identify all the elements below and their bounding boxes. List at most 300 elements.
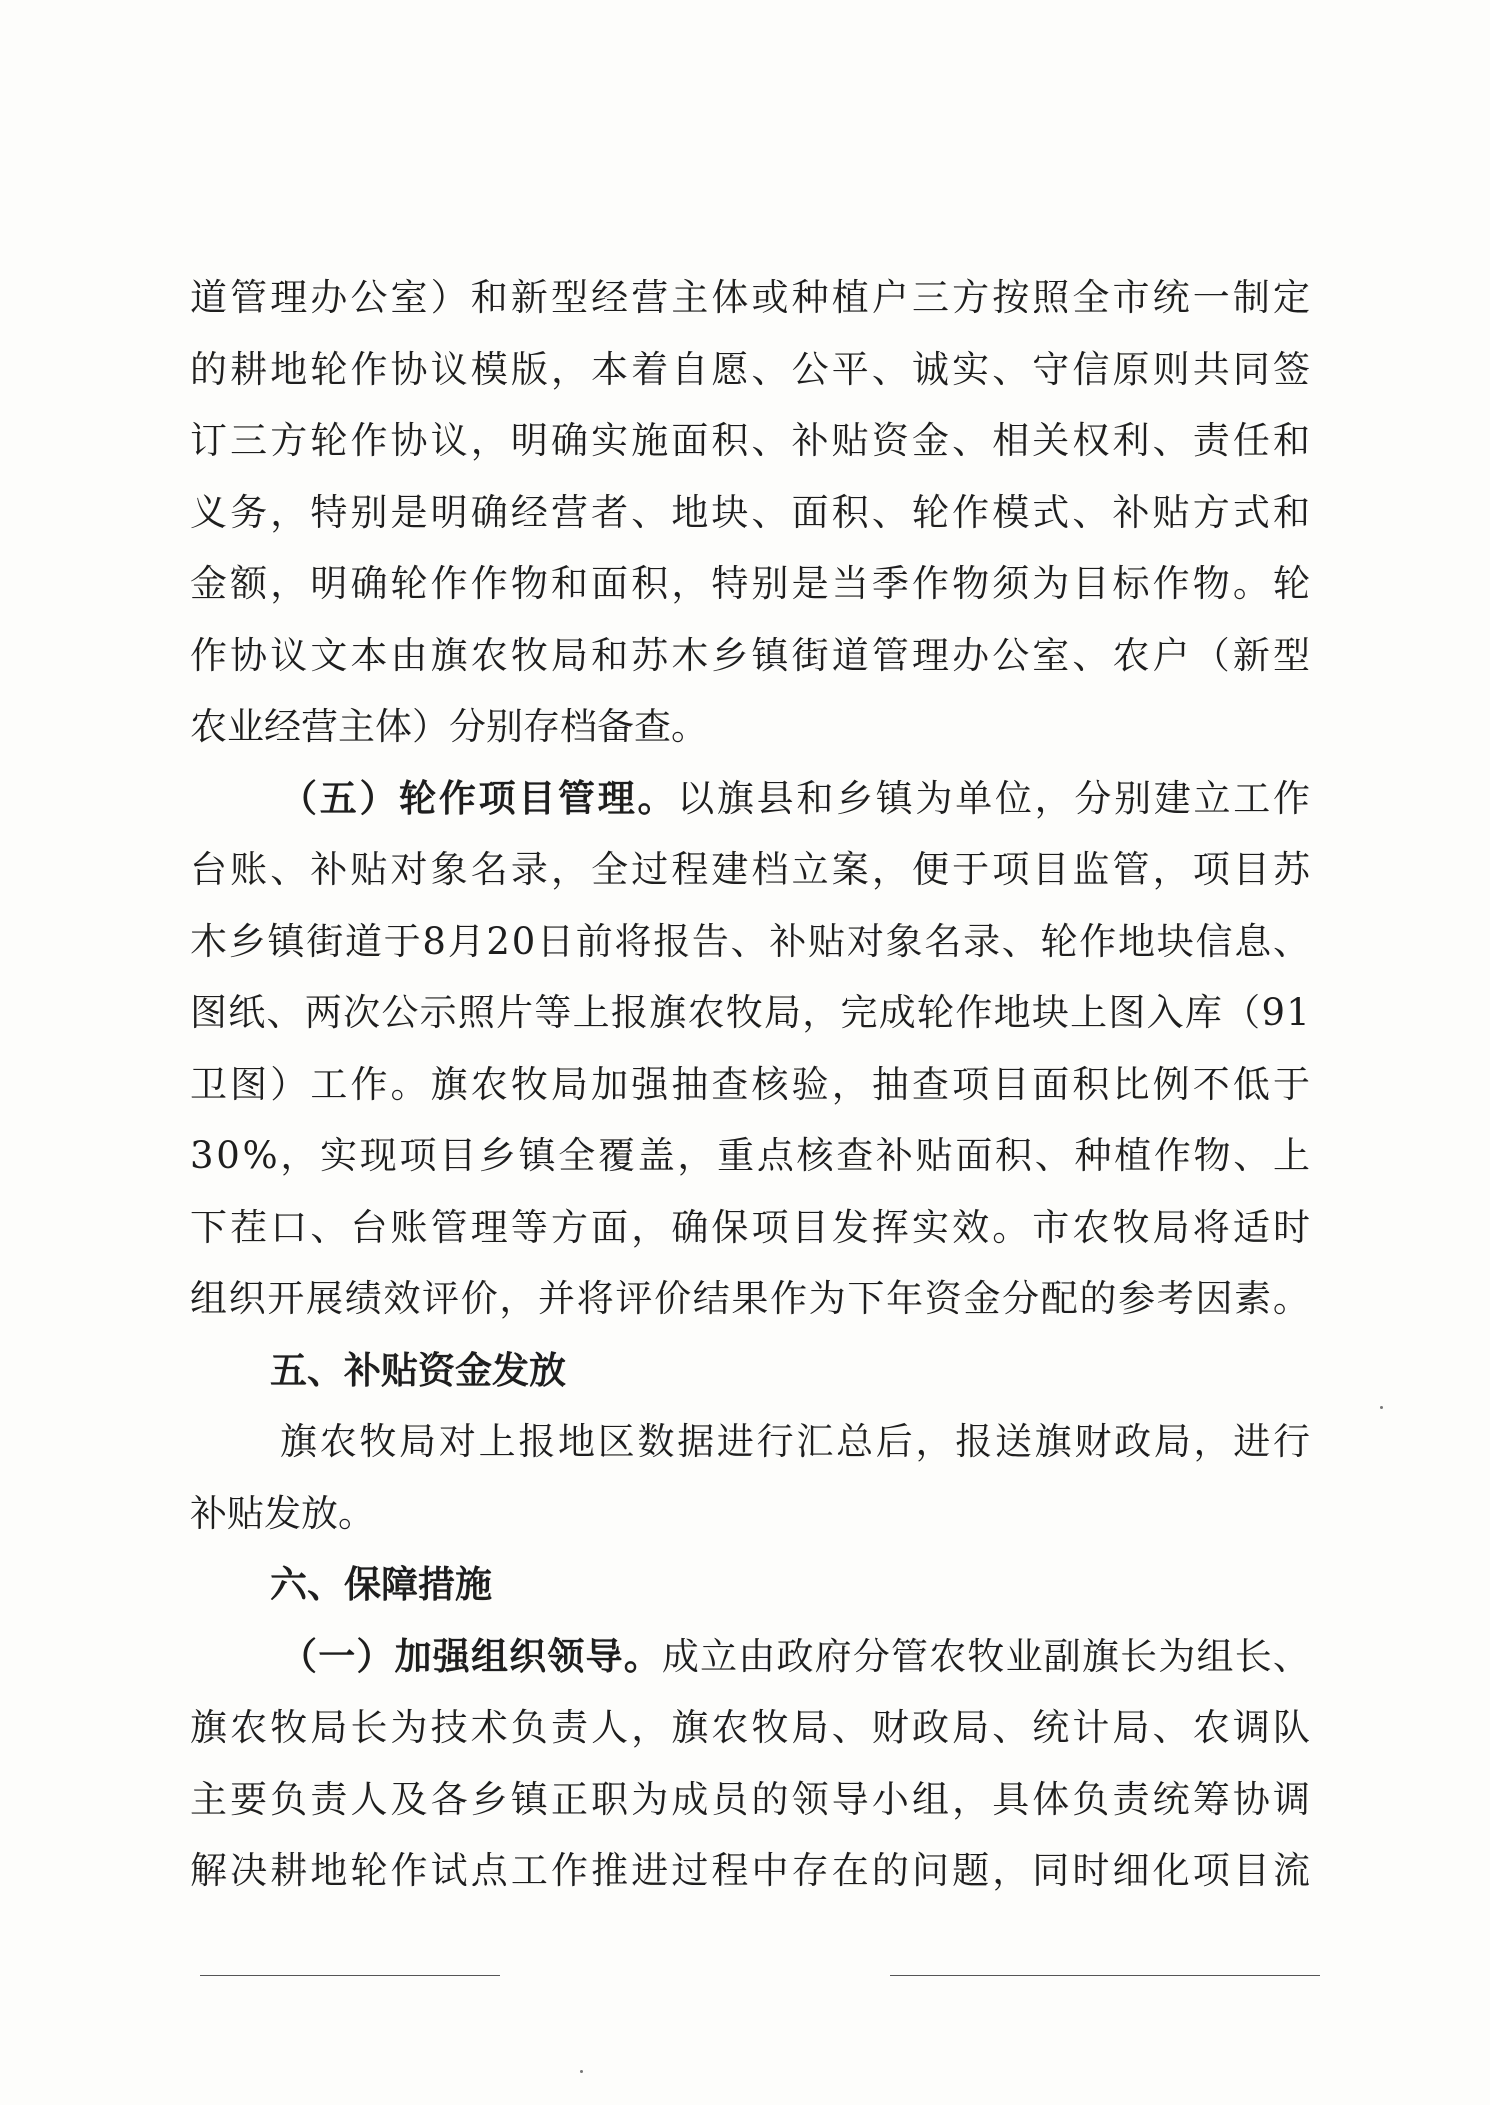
glyph: 现 <box>359 1134 397 1177</box>
glyph: 时 <box>1072 1849 1110 1892</box>
glyph: 议 <box>270 633 308 677</box>
glyph: 一 <box>318 1633 356 1678</box>
glyph: 施 <box>631 419 669 462</box>
glyph: ， <box>1193 1420 1231 1463</box>
glyph: 地 <box>310 1849 348 1892</box>
glyph: 、 <box>730 919 768 963</box>
glyph: 织 <box>509 1633 547 1678</box>
glyph: 作 <box>955 991 993 1034</box>
glyph: 牧 <box>510 1062 548 1106</box>
glyph: 项 <box>399 1134 437 1177</box>
glyph: 权 <box>1072 419 1110 462</box>
glyph: 农 <box>230 1706 268 1749</box>
glyph: 9 <box>1261 991 1285 1034</box>
glyph: 的 <box>751 1777 789 1821</box>
glyph: 财 <box>871 1706 909 1749</box>
body-line <box>190 1120 1310 1192</box>
glyph: 局 <box>399 1420 437 1463</box>
glyph: 新 <box>1232 633 1270 677</box>
glyph: 农 <box>470 1062 508 1106</box>
glyph: 点 <box>470 1849 508 1892</box>
glyph: 种 <box>1074 1134 1112 1177</box>
glyph: 道 <box>344 919 382 963</box>
glyph: 参 <box>1118 1277 1156 1320</box>
glyph: 经 <box>591 276 629 319</box>
glyph: 账 <box>230 848 268 891</box>
glyph: 政 <box>776 1634 814 1678</box>
glyph: 式 <box>1232 490 1270 534</box>
glyph: 台 <box>190 848 227 891</box>
glyph: 成 <box>878 991 916 1034</box>
glyph: 实 <box>952 347 990 391</box>
glyph: 领 <box>791 1777 829 1821</box>
glyph: 进 <box>1233 1420 1271 1463</box>
glyph: 面 <box>955 1134 993 1177</box>
body-line <box>190 1478 1310 1550</box>
glyph: 业 <box>1005 1634 1043 1678</box>
glyph: 、 <box>1001 919 1039 963</box>
glyph: 素 <box>1234 1277 1272 1320</box>
glyph: ， <box>1152 848 1190 891</box>
glyph: 不 <box>1192 1062 1230 1106</box>
glyph: 者 <box>591 490 629 534</box>
glyph: 效 <box>952 1205 990 1249</box>
glyph: 贴 <box>915 1134 953 1177</box>
glyph: 负 <box>270 1777 308 1821</box>
glyph: 汇 <box>796 1420 834 1463</box>
glyph: 建 <box>711 848 749 891</box>
glyph: 适 <box>1232 1205 1270 1249</box>
glyph: 积 <box>831 490 869 534</box>
glyph: 文 <box>310 633 348 677</box>
glyph: 耕 <box>270 1849 308 1892</box>
glyph: 补 <box>875 1134 913 1177</box>
glyph: 制 <box>1232 276 1270 319</box>
glyph: 等 <box>510 1205 548 1249</box>
glyph: 确 <box>350 562 388 605</box>
glyph: 为 <box>915 776 953 820</box>
glyph: 旗 <box>430 1062 468 1106</box>
glyph: 、 <box>1034 1134 1072 1177</box>
glyph: 于 <box>952 848 990 891</box>
glyph: 覆 <box>598 1134 635 1177</box>
glyph: 别 <box>350 490 388 534</box>
glyph: 室 <box>1032 633 1070 677</box>
glyph: 目 <box>1232 848 1270 891</box>
glyph: 明 <box>430 490 468 534</box>
glyph: 送 <box>994 1420 1032 1463</box>
glyph: ， <box>631 1706 669 1749</box>
glyph: 定 <box>1272 276 1310 319</box>
glyph: 乡 <box>836 776 874 820</box>
glyph: 地 <box>1118 919 1155 963</box>
glyph: 协 <box>1232 1777 1270 1821</box>
glyph: 明 <box>310 562 348 605</box>
glyph: 下 <box>190 1205 227 1249</box>
glyph: ， <box>831 1062 869 1106</box>
glyph: 问 <box>911 1849 949 1892</box>
glyph: 牧 <box>270 1706 308 1749</box>
glyph: 验 <box>791 1062 829 1106</box>
glyph: 木 <box>671 633 709 677</box>
body-line <box>190 477 1310 549</box>
glyph: 。 <box>623 1633 661 1678</box>
glyph: 则 <box>1152 347 1190 391</box>
glyph: 保 <box>711 1205 749 1249</box>
glyph: 旗 <box>430 633 468 677</box>
glyph: 。 <box>992 1205 1030 1249</box>
glyph: 和 <box>1272 419 1310 462</box>
glyph: ， <box>550 848 588 891</box>
glyph: ， <box>270 562 308 605</box>
glyph: 目 <box>791 1205 829 1249</box>
glyph: 季 <box>871 562 909 605</box>
body-line <box>190 691 1310 763</box>
glyph: 管 <box>1112 848 1150 891</box>
glyph: 作 <box>350 1062 388 1106</box>
glyph: 管 <box>891 1634 928 1678</box>
glyph: 作 <box>190 633 227 677</box>
glyph: 具 <box>992 1777 1030 1821</box>
glyph: 抽 <box>871 1062 909 1106</box>
glyph: 式 <box>1032 490 1070 534</box>
glyph: 核 <box>796 1134 834 1177</box>
glyph: 将 <box>1192 1205 1230 1249</box>
glyph: 、 <box>1272 1634 1310 1678</box>
glyph: 轮 <box>350 1849 388 1892</box>
glyph: 象 <box>430 848 468 891</box>
glyph: 局 <box>1112 1706 1150 1749</box>
glyph: 公 <box>381 991 419 1034</box>
glyph: 负 <box>510 1706 548 1749</box>
glyph: 轮 <box>1272 562 1310 605</box>
glyph: 、 <box>831 1706 869 1749</box>
glyph: 试 <box>430 1849 468 1892</box>
glyph: 苏 <box>1272 848 1310 891</box>
glyph: （ <box>280 1633 317 1678</box>
glyph: ， <box>1034 776 1072 820</box>
glyph: 的 <box>190 347 227 391</box>
glyph: 轮 <box>310 347 348 391</box>
scan-speck <box>580 2070 583 2073</box>
glyph: 进 <box>716 1420 754 1463</box>
glyph: 象 <box>885 919 923 963</box>
glyph: 乡 <box>228 919 266 963</box>
glyph: 资 <box>924 1277 962 1320</box>
glyph: 对 <box>438 1420 476 1463</box>
glyph: 旗 <box>1081 1634 1119 1678</box>
glyph: 牧 <box>510 633 548 677</box>
glyph: ， <box>280 1134 318 1177</box>
glyph: 管 <box>430 1205 468 1249</box>
glyph: 植 <box>1114 1134 1152 1177</box>
glyph: 议 <box>430 347 468 391</box>
glyph: 。 <box>637 775 675 820</box>
glyph: 上 <box>1070 991 1108 1034</box>
glyph: 查 <box>836 1134 874 1177</box>
glyph: ， <box>671 562 709 605</box>
glyph: 据 <box>677 1420 715 1463</box>
glyph: 贴 <box>831 419 869 462</box>
glyph: 金 <box>911 419 949 462</box>
scan-speck <box>1380 1406 1383 1409</box>
glyph: 确 <box>470 490 508 534</box>
glyph: 3 <box>190 1134 214 1177</box>
section-5-first-line <box>190 763 1310 835</box>
glyph: 植 <box>831 276 869 319</box>
glyph: 的 <box>1079 1277 1117 1320</box>
glyph: 示 <box>419 991 457 1034</box>
glyph: 例 <box>1152 1062 1190 1106</box>
glyph: 主 <box>671 276 709 319</box>
glyph: 分 <box>1074 776 1112 820</box>
glyph: 小 <box>871 1777 909 1821</box>
glyph: ， <box>499 1277 537 1320</box>
glyph: 台 <box>350 1205 388 1249</box>
glyph: 展 <box>306 1277 344 1320</box>
glyph: 作 <box>438 775 476 820</box>
glyph: 月 <box>447 919 485 963</box>
glyph: 目 <box>439 1134 477 1177</box>
glyph: 要 <box>230 1777 268 1821</box>
glyph: 成 <box>661 1634 699 1678</box>
glyph: 档 <box>751 848 789 891</box>
glyph: 将 <box>576 1277 614 1320</box>
glyph: 农 <box>1112 633 1150 677</box>
glyph: 目 <box>992 1062 1030 1106</box>
glyph: 五 <box>319 775 357 820</box>
glyph: 理 <box>597 775 635 820</box>
glyph: 镇 <box>267 919 305 963</box>
glyph: 金 <box>190 562 227 605</box>
glyph: 理 <box>270 276 308 319</box>
glyph: 点 <box>756 1134 794 1177</box>
glyph: 相 <box>992 419 1030 462</box>
glyph: 义 <box>190 490 227 534</box>
glyph: 行 <box>756 1420 794 1463</box>
glyph: 面 <box>591 1205 629 1249</box>
glyph: 任 <box>1232 419 1270 462</box>
glyph: 入 <box>1146 991 1184 1034</box>
glyph: 农 <box>687 991 725 1034</box>
glyph: 物 <box>1192 562 1230 605</box>
glyph: 轮 <box>917 991 955 1034</box>
glyph: 报 <box>518 1420 556 1463</box>
glyph: 自 <box>671 347 709 391</box>
glyph: 人 <box>350 1777 388 1821</box>
glyph: 正 <box>550 1777 588 1821</box>
glyph: 贴 <box>808 919 846 963</box>
glyph: 0 <box>216 1134 240 1177</box>
glyph: 乡 <box>711 633 749 677</box>
glyph: 年 <box>886 1277 924 1320</box>
glyph: 旗 <box>1034 1420 1072 1463</box>
glyph: 是 <box>791 562 829 605</box>
body-line <box>190 1692 1310 1764</box>
glyph: 局 <box>550 633 588 677</box>
glyph: 上 <box>478 1420 516 1463</box>
glyph: 当 <box>831 562 869 605</box>
glyph: 地 <box>671 490 709 534</box>
glyph: 因 <box>1195 1277 1233 1320</box>
glyph: 以 <box>677 776 715 820</box>
glyph: 协 <box>390 347 428 391</box>
glyph: 实 <box>320 1134 358 1177</box>
glyph: 轮 <box>1040 919 1078 963</box>
glyph: 将 <box>614 919 652 963</box>
glyph: 牧 <box>725 991 763 1034</box>
glyph: 调 <box>1272 1777 1310 1821</box>
glyph: 行 <box>1272 1420 1310 1463</box>
glyph: 同 <box>1032 1849 1070 1892</box>
body-line <box>190 1835 1310 1907</box>
glyph: 积 <box>711 419 749 462</box>
glyph: 管 <box>230 276 268 319</box>
glyph: 报 <box>955 1420 993 1463</box>
glyph: 考 <box>1156 1277 1194 1320</box>
glyph: 技 <box>430 1706 468 1749</box>
glyph: 按 <box>992 276 1030 319</box>
glyph: ， <box>270 490 308 534</box>
glyph: 照 <box>457 991 495 1034</box>
glyph: 组 <box>1196 1634 1234 1678</box>
glyph: 解 <box>190 1849 227 1892</box>
glyph: 次 <box>343 991 381 1034</box>
glyph: 作 <box>350 419 388 462</box>
glyph: 开 <box>267 1277 305 1320</box>
glyph: 、 <box>631 490 669 534</box>
glyph: 长 <box>1234 1634 1272 1678</box>
glyph: 照 <box>1032 276 1070 319</box>
glyph: 公 <box>350 276 388 319</box>
heading-text: 六、保障措施 <box>270 1563 492 1606</box>
glyph: 一 <box>1192 276 1230 319</box>
glyph: 乡 <box>478 1134 516 1177</box>
glyph: 办 <box>310 276 348 319</box>
glyph: 上 <box>1272 1134 1310 1177</box>
glyph: 评 <box>615 1277 653 1320</box>
glyph: ， <box>550 347 588 391</box>
glyph: 金 <box>963 1277 1001 1320</box>
glyph: 新 <box>510 276 548 319</box>
glyph: 政 <box>911 1706 949 1749</box>
glyph: 立 <box>791 848 829 891</box>
glyph: 为 <box>631 1777 669 1821</box>
glyph: 额 <box>230 562 268 605</box>
glyph: 实 <box>591 419 629 462</box>
glyph: 镇 <box>518 1134 556 1177</box>
glyph: 作 <box>470 562 508 605</box>
glyph: 组 <box>470 1633 508 1678</box>
glyph: 签 <box>1272 347 1310 391</box>
glyph: 为 <box>1158 1634 1196 1678</box>
glyph: 地 <box>993 991 1031 1034</box>
glyph: 块 <box>1031 991 1069 1034</box>
glyph: 、 <box>871 347 909 391</box>
glyph: 工 <box>1233 776 1271 820</box>
glyph: 镇 <box>875 776 913 820</box>
glyph: 图 <box>230 1062 268 1106</box>
glyph: 方 <box>1192 490 1230 534</box>
glyph: 守 <box>1032 347 1070 391</box>
body-line <box>190 1406 1310 1478</box>
glyph: 局 <box>952 1706 990 1749</box>
glyph: 农 <box>470 633 508 677</box>
glyph: 报 <box>653 919 691 963</box>
glyph: 过 <box>671 1849 709 1892</box>
glyph: 名 <box>924 919 962 963</box>
glyph: 及 <box>390 1777 428 1821</box>
glyph: 下 <box>847 1277 885 1320</box>
glyph: 8 <box>422 919 446 963</box>
glyph: 项 <box>992 848 1030 891</box>
glyph: 监 <box>1072 848 1110 891</box>
glyph: 苏 <box>631 633 669 677</box>
glyph: 作 <box>430 562 468 605</box>
glyph: 片 <box>496 991 534 1034</box>
glyph: 织 <box>228 1277 266 1320</box>
glyph: 上 <box>572 991 610 1034</box>
glyph: 块 <box>1156 919 1194 963</box>
glyph: 强 <box>631 1062 669 1106</box>
glyph: 为 <box>1032 562 1070 605</box>
glyph: 立 <box>1193 776 1231 820</box>
glyph: 等 <box>534 991 572 1034</box>
glyph: 务 <box>230 490 268 534</box>
glyph: 推 <box>591 1849 629 1892</box>
glyph: 市 <box>1112 276 1150 319</box>
glyph: 作 <box>1272 776 1310 820</box>
glyph: 流 <box>1272 1849 1310 1892</box>
glyph: ） <box>430 276 468 319</box>
glyph: 本 <box>591 347 629 391</box>
glyph: 题 <box>952 1849 990 1892</box>
glyph: 理 <box>911 633 949 677</box>
glyph: 资 <box>871 419 909 462</box>
glyph: 项 <box>751 1205 789 1249</box>
glyph: 作 <box>350 347 388 391</box>
glyph: 是 <box>390 490 428 534</box>
glyph: 确 <box>671 1205 709 1249</box>
glyph: 乡 <box>470 1777 508 1821</box>
glyph: 在 <box>831 1849 869 1892</box>
glyph: 员 <box>711 1777 749 1821</box>
glyph: 责 <box>1192 419 1230 462</box>
glyph: 补 <box>769 919 807 963</box>
glyph: 责 <box>550 1706 588 1749</box>
glyph: 经 <box>510 490 548 534</box>
glyph: 、 <box>1072 633 1110 677</box>
glyph: 录 <box>963 919 1001 963</box>
glyph: 全 <box>558 1134 596 1177</box>
glyph: 关 <box>1032 419 1070 462</box>
glyph: ， <box>871 848 909 891</box>
glyph: 存 <box>791 1849 829 1892</box>
glyph: 项 <box>478 775 516 820</box>
section-heading <box>190 1549 1310 1621</box>
glyph: 、 <box>751 490 789 534</box>
glyph: 单 <box>955 776 993 820</box>
body-line <box>190 262 1310 334</box>
glyph: ） <box>270 1062 308 1106</box>
glyph: 程 <box>711 1849 749 1892</box>
glyph: 立 <box>700 1634 738 1678</box>
glyph: 中 <box>751 1849 789 1892</box>
glyph: （ <box>1223 991 1261 1034</box>
glyph: 诚 <box>911 347 949 391</box>
glyph: 作 <box>550 1849 588 1892</box>
glyph: ， <box>631 1205 669 1249</box>
